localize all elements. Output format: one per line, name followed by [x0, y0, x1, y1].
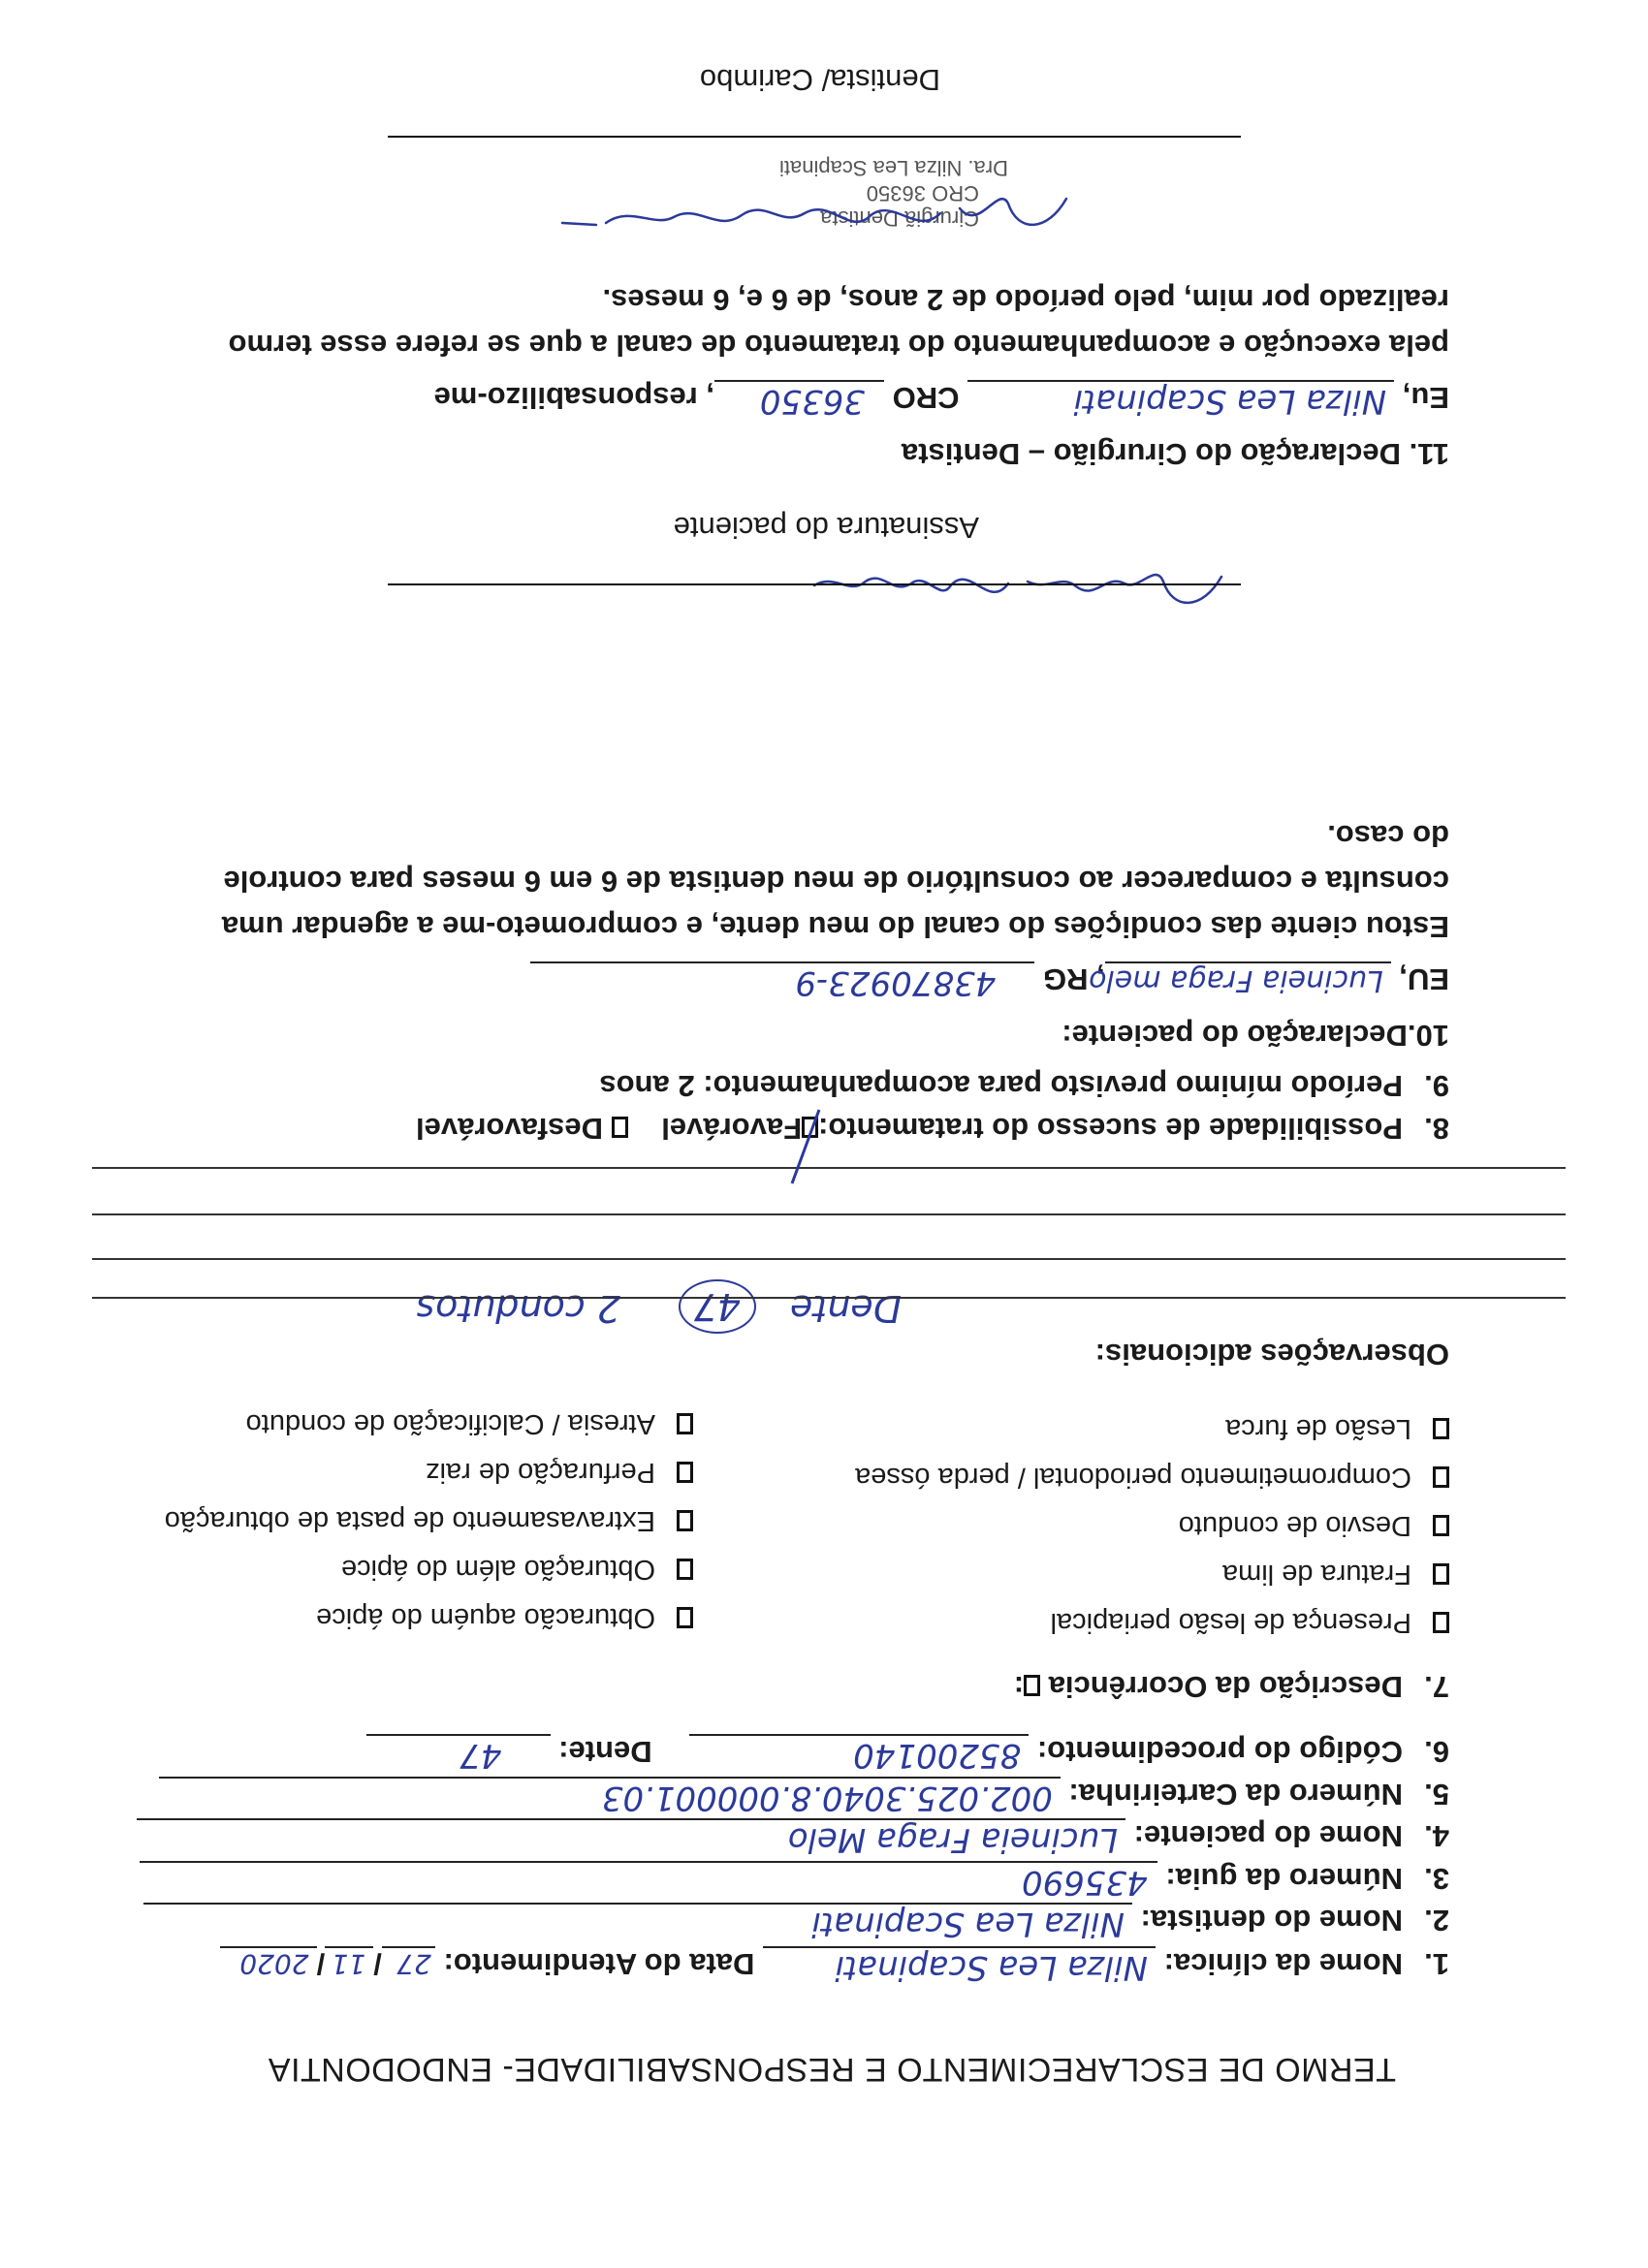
- option-label: Perfuração de raiz: [426, 1457, 655, 1488]
- dentist-value: Nilza Lea Scapinati: [811, 1905, 1125, 1943]
- procedure-value: 85200140: [853, 1736, 1022, 1775]
- dentist-decl-text-end: , responsabilizo-me: [433, 381, 714, 415]
- option-perfuracao-raiz[interactable]: [426, 1456, 693, 1488]
- option-label: Extravasamento de pasta de obturação: [164, 1505, 655, 1536]
- stamp-line-2: CRO 36350: [866, 181, 979, 205]
- option-checkbox[interactable]: [677, 1413, 693, 1434]
- clinic-label: Nome da clínica:: [1163, 1947, 1403, 1981]
- patient-signature[interactable]: [785, 552, 1231, 620]
- option-label: Desvio de conduto: [1178, 1510, 1411, 1541]
- patient-decl-name: Lucineia Fraga melo: [1089, 963, 1383, 997]
- clinic-value: Nilza Lea Scapinati: [835, 1948, 1149, 1987]
- occurrence-suffix: :: [1013, 1670, 1025, 1704]
- observations-tooth-circled: 47: [679, 1279, 756, 1334]
- patient-value: Lucineia Fraga Melo: [787, 1820, 1119, 1859]
- period-row: [599, 1068, 1449, 1103]
- option-checkbox[interactable]: [1433, 1418, 1449, 1439]
- clinic-field[interactable]: [763, 1946, 1156, 1987]
- success-row: [416, 1111, 1449, 1146]
- guide-field[interactable]: [140, 1861, 1157, 1902]
- dentist-label: Nome do dentista:: [1140, 1904, 1403, 1937]
- option-checkbox[interactable]: [1433, 1563, 1449, 1585]
- patient-signature-scribble: [785, 552, 1231, 620]
- option-label: Lesão de furca: [1225, 1413, 1411, 1444]
- observations-heading: Observações adicionais:: [1094, 1338, 1449, 1371]
- period-text: Período mínimo previsto para acompanhamento: 2 anos: [599, 1069, 1403, 1103]
- patient-num: 4.: [1424, 1819, 1449, 1853]
- tooth-value: 47: [460, 1736, 502, 1775]
- option-comprometimento-periodontal[interactable]: [855, 1461, 1449, 1493]
- option-label: Obturação além do ápice: [340, 1554, 655, 1585]
- date-month-field[interactable]: [325, 1946, 373, 1980]
- option-obturacao-alem[interactable]: [341, 1553, 693, 1585]
- dentist-decl-cro-label: CRO: [892, 381, 960, 415]
- dentist-decl-cro: 36350: [759, 382, 865, 421]
- option-label: Obturacão aquém do ápice: [316, 1602, 655, 1633]
- option-label: Fratura de lima: [1221, 1559, 1411, 1590]
- observations-line-2[interactable]: [92, 1258, 1566, 1260]
- occurrence-heading: [1014, 1669, 1449, 1704]
- option-fratura-lima[interactable]: [1222, 1558, 1449, 1590]
- option-obturacao-aquem[interactable]: [316, 1601, 693, 1633]
- card-num: 5.: [1424, 1778, 1449, 1811]
- patient-decl-name-field[interactable]: [1089, 961, 1391, 997]
- patient-decl-text: Estou ciente das condições do canal do meu dente, e comprometo-me a agendar uma consulta e comparecer ao consultório de meu dentista de 6 em 6 meses para controle do caso.: [221, 819, 1449, 944]
- option-desvio-conduto[interactable]: [1179, 1509, 1449, 1541]
- dentist-field[interactable]: [143, 1903, 1132, 1943]
- guide-label: Número da guia:: [1165, 1862, 1403, 1896]
- date-day-field[interactable]: [382, 1946, 435, 1980]
- success-label: Possibilidade de sucesso do tratamento:: [818, 1112, 1403, 1146]
- occurrence-checkbox[interactable]: [1024, 1675, 1040, 1696]
- dentist-signature-scribble: [543, 174, 1086, 252]
- card-label: Número da Carteirinha:: [1068, 1778, 1403, 1811]
- patient-decl-rg-field[interactable]: [530, 961, 1034, 1002]
- dentist-decl-name: Nilza Lea Scapinati: [1073, 382, 1387, 421]
- option-label: Presença de lesão periapical: [1050, 1607, 1411, 1638]
- tooth-field[interactable]: [366, 1734, 551, 1775]
- favorable-checkbox[interactable]: [802, 1117, 818, 1138]
- option-checkbox[interactable]: [677, 1510, 693, 1531]
- procedure-label: Código do procedimento:: [1036, 1735, 1403, 1769]
- dentist-decl-cro-field[interactable]: [714, 380, 884, 421]
- option-label: Atresia / Calcificação de conduto: [245, 1408, 655, 1439]
- dentist-decl-name-field[interactable]: [967, 380, 1394, 421]
- clinic-num: 1.: [1424, 1947, 1449, 1981]
- patient-signature-caption: Assinatura do paciente: [673, 511, 979, 545]
- observations-note: 2 condutos: [416, 1287, 620, 1330]
- patient-signature-line: [388, 583, 1241, 585]
- patient-decl-eu: EU,: [1399, 962, 1449, 996]
- dentist-num: 2.: [1424, 1904, 1449, 1937]
- option-checkbox[interactable]: [1433, 1612, 1449, 1633]
- dentist-row: [143, 1903, 1449, 1943]
- tooth-label: Dente:: [558, 1735, 652, 1769]
- procedure-row: [366, 1734, 1449, 1775]
- period-num: 9.: [1424, 1069, 1449, 1103]
- option-checkbox[interactable]: [677, 1607, 693, 1628]
- patient-decl-rg: 43870923-9: [795, 963, 997, 1002]
- patient-label: Nome do paciente:: [1133, 1819, 1403, 1853]
- option-lesao-periapical[interactable]: [1051, 1606, 1449, 1638]
- unfavorable-checkbox[interactable]: [612, 1117, 628, 1138]
- card-row: [159, 1777, 1449, 1817]
- check-mark-icon: [802, 1116, 821, 1174]
- option-checkbox[interactable]: [1433, 1515, 1449, 1536]
- date-year: 2020: [239, 1948, 309, 1980]
- option-extravasamento[interactable]: [165, 1504, 693, 1536]
- option-atresia[interactable]: [246, 1407, 693, 1439]
- card-value: 002.025.3040.8.000001.03: [601, 1779, 1053, 1817]
- patient-decl-line: [530, 961, 1449, 1002]
- option-checkbox[interactable]: [1433, 1466, 1449, 1488]
- occurrence-label: Descrição da Ocorrência: [1048, 1670, 1403, 1704]
- patient-row: [137, 1818, 1449, 1859]
- favorable-label: Favorável: [661, 1112, 803, 1146]
- dentist-decl-heading: 11. Declaração do Cirurgião – Dentista: [901, 437, 1449, 471]
- stamp-line-1: Dra. Nilza Lea Scapinati: [778, 156, 1008, 180]
- success-num: 8.: [1424, 1112, 1449, 1146]
- observations-line-4[interactable]: [92, 1167, 1566, 1169]
- date-month: 11: [331, 1948, 366, 1980]
- date-year-field[interactable]: [220, 1946, 317, 1980]
- patient-field[interactable]: [137, 1818, 1125, 1859]
- date-day: 27: [396, 1948, 431, 1980]
- occurrence-num: 7.: [1424, 1670, 1449, 1704]
- procedure-field[interactable]: [689, 1734, 1029, 1775]
- patient-decl-heading: 10.Declaração do paciente:: [1062, 1019, 1449, 1053]
- option-checkbox[interactable]: [677, 1559, 693, 1580]
- observations-line-1[interactable]: [92, 1297, 1566, 1299]
- option-lesao-furca[interactable]: [1225, 1412, 1449, 1444]
- guide-row: [140, 1861, 1449, 1902]
- option-checkbox[interactable]: [677, 1462, 693, 1483]
- observations-tooth-label: Dente: [789, 1287, 902, 1330]
- stamp-line-3: Cirurgiã Dentista: [820, 206, 979, 231]
- dentist-decl-text: pela execução e acompanhamento do tratamento de canal a que se refere esse termo realizado por mim, pelo período de 2 anos, de 6 e, 6 meses.: [228, 283, 1449, 362]
- card-field[interactable]: [159, 1777, 1061, 1817]
- dentist-decl-eu: Eu,: [1402, 381, 1449, 415]
- procedure-num: 6.: [1424, 1735, 1449, 1769]
- dentist-signature-caption: Dentista/ Carimbo: [699, 63, 940, 97]
- page-title: TERMO DE ESCLARECIMENTO E RESPONSABILIDADE- ENDODONTIA: [268, 2051, 1396, 2088]
- dentist-signature[interactable]: [543, 174, 1086, 252]
- observations-line-3[interactable]: [92, 1213, 1566, 1215]
- date-label: Data do Atendimento:: [443, 1947, 755, 1981]
- guide-num: 3.: [1424, 1862, 1449, 1896]
- dentist-decl-line: [433, 380, 1449, 421]
- clinic-row: 1.Nome da clínica: Nilza Lea Scapinati Data do Atendimento: 27 / 11 / 2020: [220, 1946, 1449, 1981]
- unfavorable-label: Desfavorável: [416, 1112, 604, 1146]
- patient-decl-rg-label: , RG: [1042, 962, 1105, 996]
- dentist-signature-line: [388, 136, 1241, 138]
- option-label: Comprometimento periodontal / perda óssea: [855, 1462, 1411, 1493]
- guide-value: 435690: [1021, 1863, 1148, 1902]
